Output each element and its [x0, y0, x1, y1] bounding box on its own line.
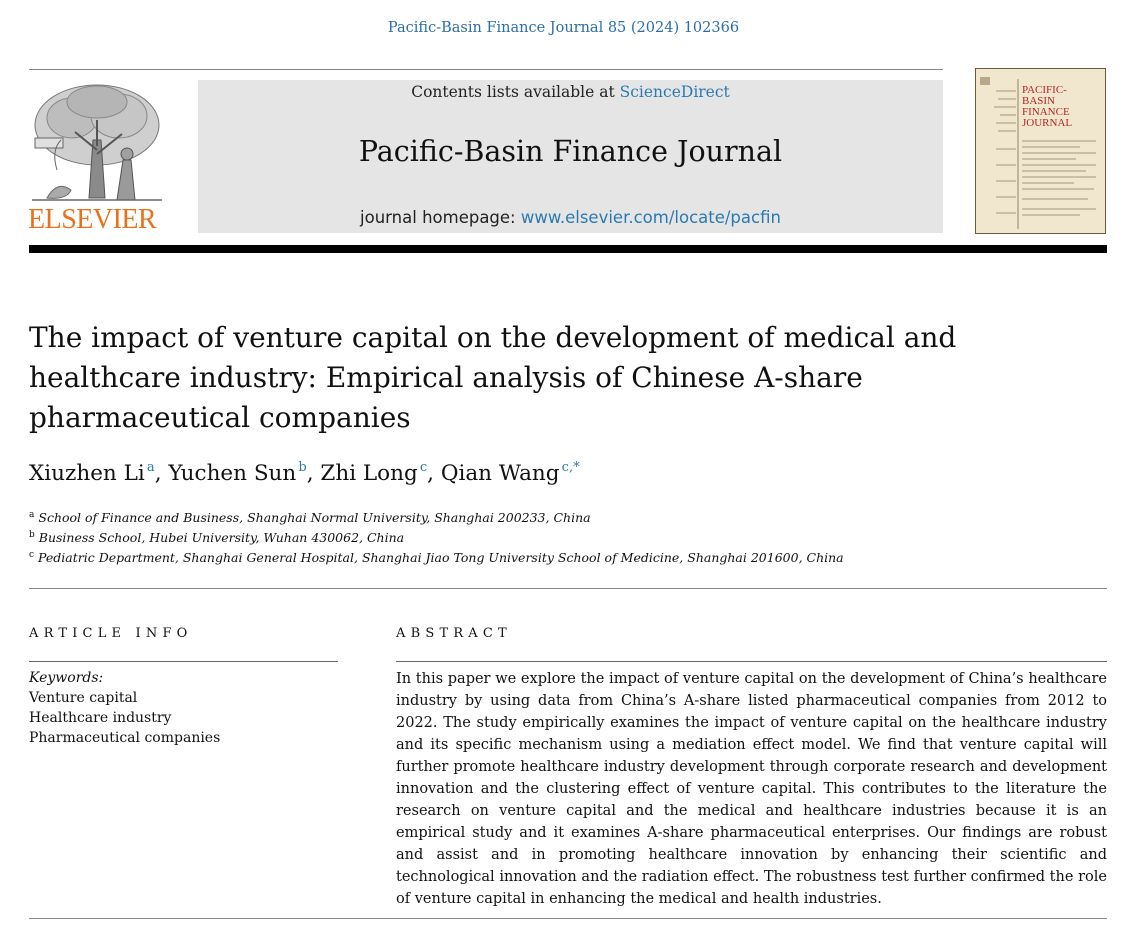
- sciencedirect-link[interactable]: ScienceDirect: [619, 83, 730, 101]
- affiliation-text: Pediatric Department, Shanghai General Hospital, Shanghai Jiao Tong University School of Medicine, Shanghai 201600, China: [38, 550, 844, 565]
- journal-title: Pacific-Basin Finance Journal: [358, 135, 783, 168]
- abstract-heading: ABSTRACT: [396, 626, 512, 641]
- journal-cover-thumbnail[interactable]: [975, 68, 1106, 234]
- author-list: Xiuzhen Li $^a$, Yuchen Sun $^b$, Zhi Long $^c$, Qian Wang $^{c,*}$: [29, 460, 580, 486]
- affiliation-key: b: [29, 530, 35, 540]
- affiliation-text: School of Finance and Business, Shanghai Normal University, Shanghai 200233, China: [38, 510, 591, 525]
- contents-line: [198, 83, 943, 101]
- keyword-item: Healthcare industry: [29, 710, 172, 726]
- abstract-divider: [396, 661, 1107, 662]
- cover-title: [1022, 85, 1082, 129]
- article-info-heading: ARTICLE INFO: [29, 626, 193, 641]
- article-info-divider: [29, 661, 338, 662]
- cover-title-line: JOURNAL: [1022, 117, 1073, 129]
- affiliation-item: [29, 530, 404, 545]
- homepage-line: [198, 208, 943, 227]
- cover-title-line: PACIFIC-: [1022, 84, 1067, 96]
- cover-title-line: BASIN: [1022, 95, 1056, 107]
- author-name[interactable]: Qian Wang: [440, 461, 560, 486]
- affiliation-item: [29, 550, 844, 565]
- affiliation-marker[interactable]: b: [298, 460, 307, 475]
- author-name[interactable]: Yuchen Sun: [168, 461, 297, 486]
- abstract-text: In this paper we explore the impact of venture capital on the development of China’s healthcare industry by using data from China’s A-share listed pharmaceutical companies from 2012 to 2022. The study empirically examines the impact of venture capital on the healthcare industry and its specific mechanism using a mediation effect model. We find that venture capital will further promote healthcare industry development through corporate research and development innovation and the clustering effect of venture capital. This contributes to the literature the research on venture capital and the medical and healthcare industries because it is an empirical study and it examines A-share pharmaceutical enterprises. Our findings are robust and assist and in promoting healthcare innovation by enhancing their scientific and technological innovation and the radiation effect. The robustness test further confirmed the role of venture capital in enhancing the medical and health industries.: [396, 671, 1107, 907]
- elsevier-wordmark: ELSEVIER: [28, 204, 157, 235]
- keyword-item: Pharmaceutical companies: [29, 730, 221, 746]
- bottom-divider: [29, 918, 1107, 919]
- keywords-label: Keywords:: [29, 670, 104, 686]
- affiliation-key: a: [29, 510, 35, 520]
- article-title: The impact of venture capital on the development of medical and healthcare industry: Empirical analysis of Chinese A-share pharmaceutical companies: [29, 321, 957, 434]
- author-name[interactable]: Xiuzhen Li: [29, 461, 145, 486]
- affiliation-marker[interactable]: c: [419, 460, 428, 475]
- contents-prefix: Contents lists available at: [411, 83, 620, 101]
- affiliation-marker[interactable]: c,*: [561, 460, 580, 475]
- affiliation-text: Business School, Hubei University, Wuhan 430062, China: [38, 530, 405, 545]
- homepage-prefix: journal homepage:: [360, 208, 521, 227]
- header-thick-divider: [29, 245, 1107, 253]
- affiliation-marker[interactable]: a: [146, 460, 155, 475]
- section-divider: [29, 588, 1107, 589]
- affiliation-key: c: [29, 550, 35, 560]
- keyword-item: Venture capital: [29, 690, 138, 706]
- cover-title-line: FINANCE: [1022, 106, 1070, 118]
- top-divider: [29, 69, 943, 70]
- journal-citation[interactable]: Pacific-Basin Finance Journal 85 (2024) 102366: [387, 20, 740, 36]
- homepage-link[interactable]: www.elsevier.com/locate/pacfin: [520, 208, 781, 227]
- journal-banner: [198, 80, 943, 233]
- affiliation-item: [29, 510, 591, 525]
- keywords-block: [29, 668, 220, 748]
- author-name[interactable]: Zhi Long: [320, 461, 418, 486]
